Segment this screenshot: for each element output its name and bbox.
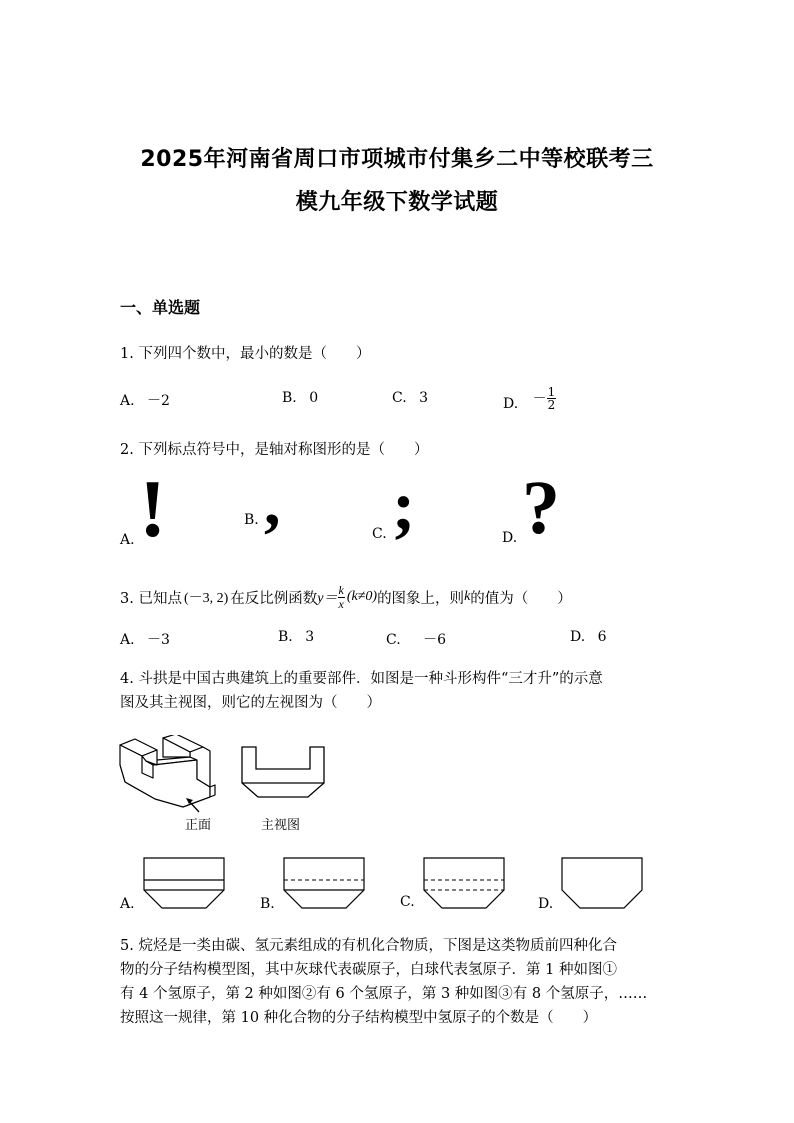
q5-line-2: 物的分子结构模型图，其中灰球代表碳原子，白球代表氢原子．第 1 种如图① [120,962,617,978]
q2-c-label: C. [372,526,387,542]
caption-front: 正面 [185,818,212,833]
q3-option-b [278,629,314,645]
q3-prefix: 3. 已知点 [120,590,182,607]
q4-c-label: C. [400,894,415,910]
q4-option-c-figure [422,856,506,910]
q4-line-1: 4. 斗拱是中国古典建筑上的重要部件．如图是一种斗形构件“三才升”的示意 [120,671,603,687]
q1-b-label: B. [282,390,297,406]
section-heading: 一、单选题 [120,298,201,317]
q3-func-numerator: k [338,583,344,597]
q1-d-sign: － [532,390,547,407]
q1-option-c [392,390,428,406]
page-title-line-2: 模九年级下数学试题 [295,190,499,215]
q4-line-2: 图及其主视图，则它的左视图为（ ） [120,695,381,711]
q1-c-label: C. [392,390,407,406]
q2-stem: 2. 下列标点符号中，是轴对称图形的是（ ） [120,442,429,458]
q5-line-4: 按照这一规律，第 10 种化合物的分子结构模型中氢原子的个数是（ ） [120,1010,598,1026]
q4-option-d-figure [560,856,644,910]
q1-c-value: 3 [419,390,429,406]
q3-point: (－3, 2) [183,591,229,607]
q1-stem: 1. 下列四个数中，最小的数是（ ） [120,346,371,362]
q1-d-denominator: 2 [547,398,556,413]
q2-c-semicolon-glyph: ; [392,468,416,545]
q1-b-value: 0 [309,390,319,406]
q3-stem [120,584,572,610]
q3-c-label: C. [386,632,401,648]
q4-b-label: B. [260,896,275,912]
q1-a-label: A. [120,393,135,409]
q3-b-label: B. [278,629,293,645]
q3-func-lhs: y＝ [317,591,338,607]
q4-option-b-figure [282,856,366,910]
caption-main-view: 主视图 [261,818,301,833]
q5-line-1: 5. 烷烃是一类由碳、氢元素组成的有机化合物质，下图是这类物质前四种化合 [120,938,617,954]
bracket-3d-figure [115,735,225,810]
q3-func-denominator: x [338,596,344,611]
q4-a-label: A. [120,896,135,912]
q1-d-label: D. [503,396,519,412]
q3-func-fraction [338,584,345,610]
q3-func-condition: (k≠0) [346,589,378,605]
q1-option-a [120,390,170,410]
q3-mid: 在反比例函数 [230,590,318,607]
q4-option-a-figure [142,856,226,910]
main-view-figure [240,745,326,799]
front-arrow-icon [183,796,203,816]
q2-d-question-glyph: ? [522,466,560,550]
q3-d-label: D. [570,629,586,645]
q1-option-d [503,382,556,412]
q4-d-label: D. [538,896,554,912]
q1-d-fraction [547,386,557,412]
q3-a-value: －3 [147,632,170,648]
q2-b-label: B. [244,512,259,528]
q2-d-label: D. [502,530,518,546]
q1-d-numerator: 1 [547,384,556,399]
q3-d-value: 6 [597,629,607,645]
q2-a-exclamation-glyph: ! [139,463,167,554]
q3-option-d [570,629,607,645]
q3-a-label: A. [120,632,135,648]
q5-line-3: 有 4 个氢原子，第 2 种如图②有 6 个氢原子，第 3 种如图③有 8 个氢原子，…… [120,986,648,1002]
q3-suffix-2: 的值为（ ） [470,590,572,607]
q3-suffix-1: 的图象上，则 [377,590,465,607]
q3-option-c [386,629,446,649]
q2-a-label: A. [120,532,135,548]
q3-k: k [464,589,471,605]
q2-b-comma-glyph: , [264,466,281,539]
page-title-line-1: 2025年河南省周口市项城市付集乡二中等校联考三 [140,147,654,172]
q1-a-value: －2 [147,393,170,409]
q3-option-a [120,629,170,649]
q3-c-value: －6 [423,632,447,648]
q1-option-b [282,390,318,406]
q3-b-value: 3 [305,629,315,645]
